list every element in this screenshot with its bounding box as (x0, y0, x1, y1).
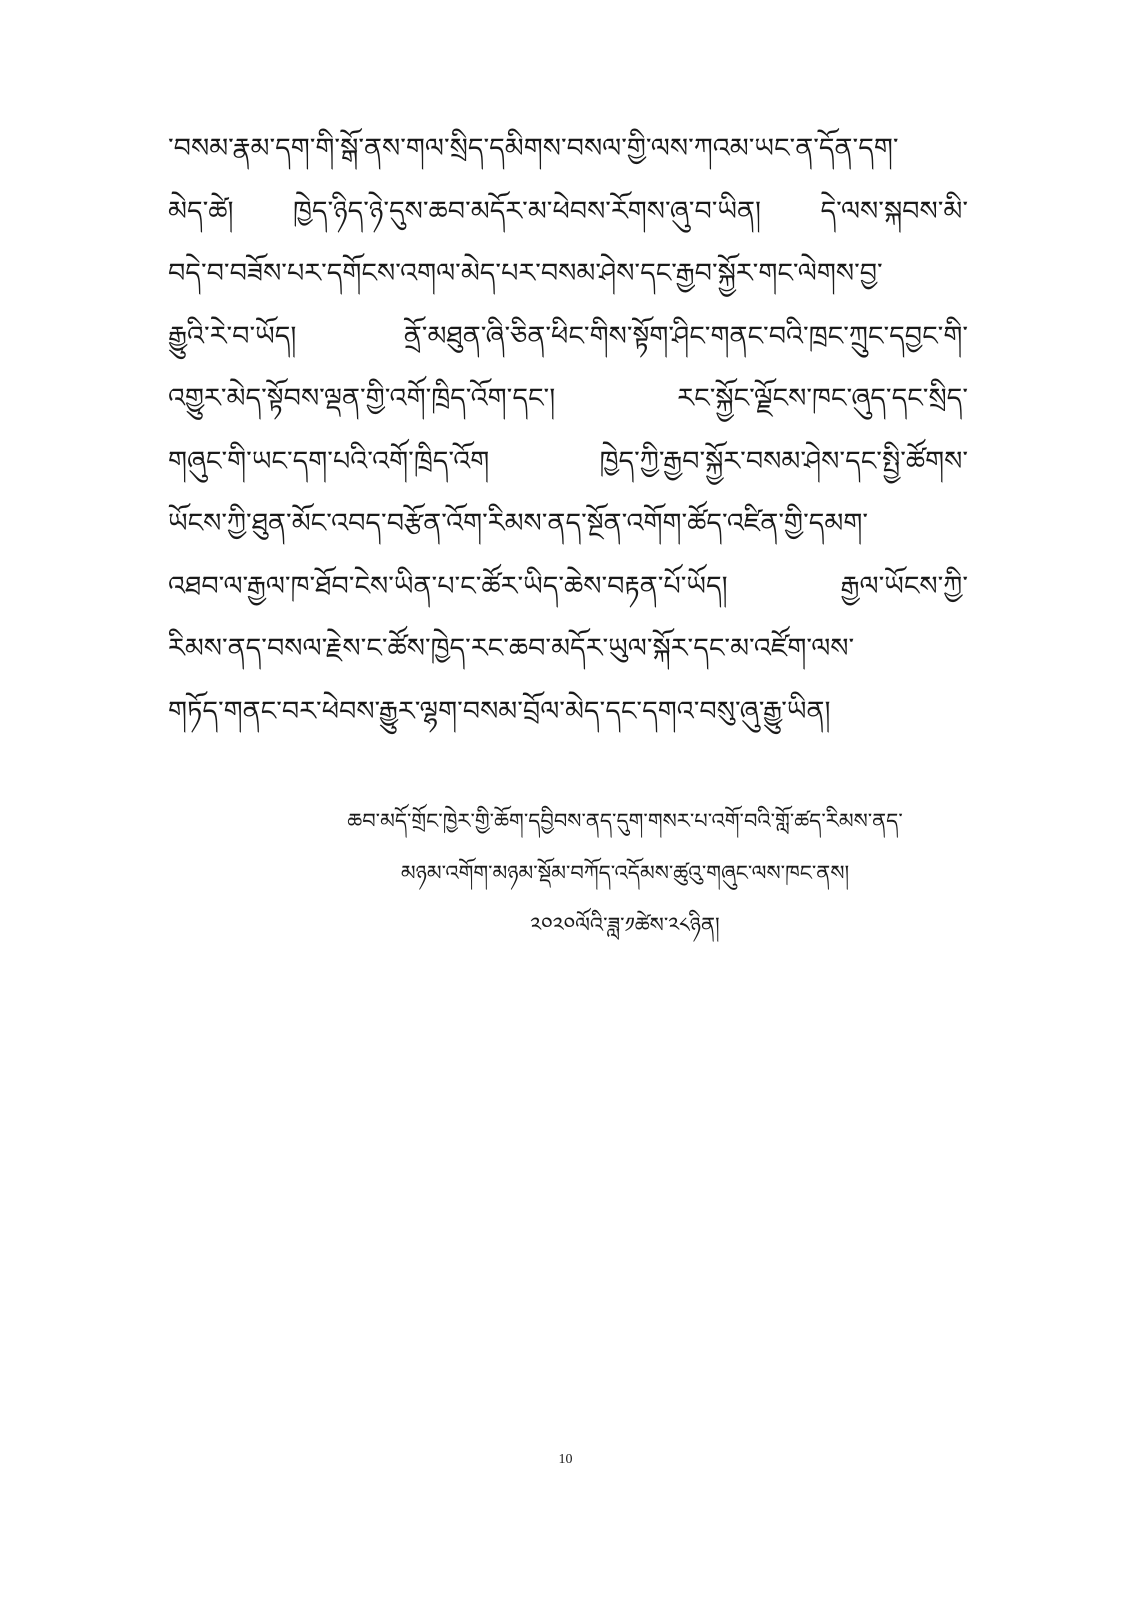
signature-block (290, 795, 960, 951)
body-line: གཏོད་གནང་བར་ཕེབས་རྒྱུར་ལྷག་བསམ་བྲོལ་མེད་དང་དགའ་བསུ་ཞུ་རྒྱུ་ཡིན། (168, 695, 831, 727)
body-line: གཞུང་གི་ཡང་དག་པའི་འགོ་ཁྲིད་འོག ཁྱེད་ཀྱི་རྒྱབ་སྐྱོར་བསམ་ཤེས་དང་སྤྱི་ཚོགས་ (168, 445, 968, 477)
body-line: ཡོངས་ཀྱི་ཐུན་མོང་འབད་བརྩོན་འོག་རིམས་ནད་སྔོན་འགོག་ཚོད་འཛིན་གྱི་དམག་ (168, 508, 869, 539)
issuing-organization: ཆབ་མདོ་གྲོང་ཁྱེར་གྱི་ཆོག་དབྱིབས་ནད་དུག་གསར་པ་འགོ་བའི་གློ་ཚད་རིམས་ནད་ (347, 809, 903, 833)
issuing-office: མཉམ་འགོག་མཉམ་སྡོམ་བཀོད་འདོམས་ཚུའུ་གཞུང་ལས་ཁང་ནས། (400, 861, 850, 885)
body-line: བདེ་བ་བཟོས་པར་དགོངས་འགལ་མེད་པར་བསམ་ཤེས་དང་རྒྱབ་སྐྱོར་གང་ལེགས་བྱ་ (168, 258, 883, 289)
body-line: ་བསམ་རྣམ་དག་གི་སྒོ་ནས་གལ་སྲིད་དམིགས་བསལ་གྱི་ལས་ཀའམ་ཡང་ན་དོན་དག་ (168, 133, 899, 164)
page-number: 10 (558, 1452, 573, 1467)
issue-date: ༢༠༢༠ལོའི་ཟླ་༡ཚེས་༢༨ཉིན། (530, 913, 720, 937)
body-line: མེད་ཚེ། ཁྱེད་ཉིད་ཉེ་དུས་ཆབ་མདོར་མ་ཕེབས་རོགས་ཞུ་བ་ཡིན། དེ་ལས་སྐབས་མི་ (168, 195, 968, 227)
body-line: རིམས་ནད་བསལ་རྗེས་ང་ཚོས་ཁྱེད་རང་ཆབ་མདོར་ཡུལ་སྐོར་དང་མ་འཛོག་ལས་ (168, 633, 855, 664)
body-line: རྒྱུའི་རེ་བ་ཡོད། ནྲོ་མཐུན་ཞི་ཅིན་ཕིང་གིས་སྟོག་ཤིང་གནང་བའི་ཁྲང་ཀྲུང་དབྱང་གི་ (168, 320, 968, 352)
body-line: འཐབ་ལ་རྒྱལ་ཁ་ཐོབ་ངེས་ཡིན་པ་ང་ཚོར་ཡིད་ཆེས་བརྟན་པོ་ཡོད། རྒྱལ་ཡོངས་ཀྱི་ (168, 570, 968, 602)
body-line: འགྱུར་མེད་སྟོབས་ལྡན་གྱི་འགོ་ཁྲིད་འོག་དང་། རང་སྐྱོང་ལྗོངས་ཁང་ཞུད་དང་སྲིད་ (168, 383, 968, 414)
letter-body (168, 118, 968, 743)
